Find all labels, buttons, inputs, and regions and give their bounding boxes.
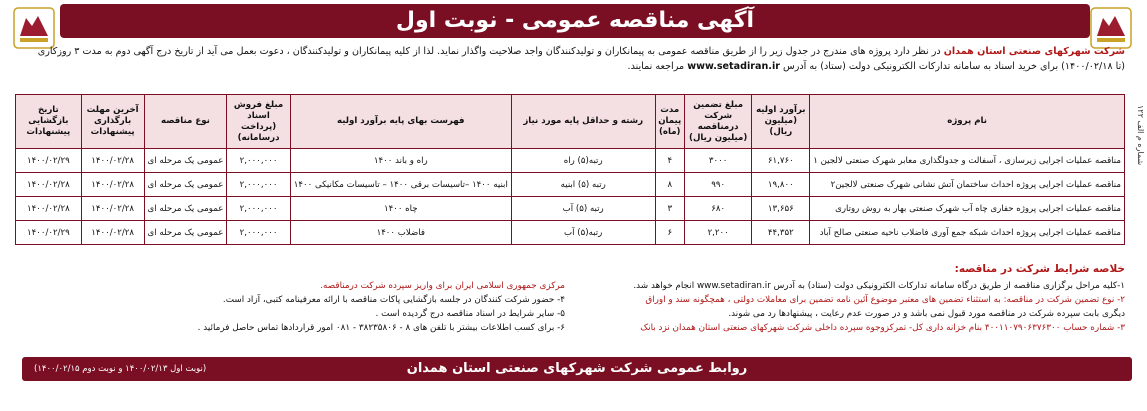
- table-cell: چاه ۱۴۰۰: [290, 197, 511, 221]
- table-cell: راه و باند ۱۴۰۰: [290, 149, 511, 173]
- table-cell: عمومی یک مرحله ای: [144, 197, 227, 221]
- col-header: تاریخ بازگشایی پیشنهادات: [16, 95, 82, 149]
- col-header: فهرست بهای پایه برآورد اولیه: [290, 95, 511, 149]
- table-cell: ۱۴۰۰/۰۲/۲۹: [16, 149, 82, 173]
- table-cell: عمومی یک مرحله ای: [144, 149, 227, 173]
- table-cell: ۱۴۰۰/۰۲/۲۸: [81, 173, 144, 197]
- col-header: مبلغ فروش اسناد (پرداخت درسامانه): [227, 95, 290, 149]
- table-cell: ۹۹۰: [684, 173, 751, 197]
- footer-banner: [22, 357, 1132, 381]
- table-cell: ۲,۰۰۰,۰۰۰: [227, 173, 290, 197]
- col-header: نام پروژه: [810, 95, 1125, 149]
- table-cell: ۲,۰۰۰,۰۰۰: [227, 149, 290, 173]
- table-row: [16, 173, 1125, 197]
- col-header: نوع مناقصه: [144, 95, 227, 149]
- table-header-row: [16, 95, 1125, 149]
- condition-item: ۴- حضور شرکت کنندگان در جلسه بازگشایی پاکات مناقصه با ارائه معرفینامه کتبی، آزاد است.: [222, 295, 565, 305]
- intro-body-2b: مراجعه نمایند.: [627, 61, 685, 72]
- table-cell: ۱۴۰۰/۰۲/۲۸: [81, 149, 144, 173]
- condition-item: ۵- سایر شرایط در اسناد مناقصه درج گردیده است .: [375, 309, 565, 319]
- table-cell: عمومی یک مرحله ای: [144, 173, 227, 197]
- conditions-row: [25, 321, 1125, 335]
- table-cell: ۶: [655, 221, 684, 245]
- col-header: آخرین مهلت بارگذاری پیشنهادات: [81, 95, 144, 149]
- intro-body-2a: (تا ۱۴۰۰/۰۲/۱۸) برای خرید اسناد به سامانه تدارکات الکترونیکی دولت (ستاد) به آدرس: [783, 61, 1125, 72]
- condition-item: ۳- شماره حساب ۴۰۰۱۱۰۷۹۰۶۳۷۶۳۰۰ بنام خزانه داری کل- تمرکزوجوه سپرده داخلی شرکت شهرکهای صنعتی استان همدان نزد بانک: [640, 323, 1125, 333]
- table-cell: ۴: [655, 149, 684, 173]
- table-cell: ۱۹,۸۰۰: [752, 173, 810, 197]
- table-cell: ۱۴۰۰/۰۲/۲۸: [16, 173, 82, 197]
- setad-link[interactable]: www.setadiran.ir: [687, 61, 780, 72]
- company-name: شرکت شهرکهای صنعتی استان همدان: [943, 46, 1125, 57]
- table-cell: فاضلاب ۱۴۰۰: [290, 221, 511, 245]
- table-cell: ۲,۰۰۰,۰۰۰: [227, 197, 290, 221]
- header-banner: [60, 4, 1090, 38]
- page-title: آگهی مناقصه عمومی - نوبت اول: [395, 8, 755, 33]
- table-cell: ۱۴۰۰/۰۲/۲۹: [16, 221, 82, 245]
- table-cell: ۳: [655, 197, 684, 221]
- conditions-row: [25, 307, 1125, 321]
- conditions-row: [25, 293, 1125, 307]
- table-row: [16, 197, 1125, 221]
- table-cell: ۱۳,۶۵۶: [752, 197, 810, 221]
- condition-item: ۶- برای کسب اطلاعات بیشتر با تلفن های ۸ - ۳۸۲۳۵۸۰۶ - ۰۸۱ امور قراردادها تماس حاصل فرمائید .: [197, 323, 565, 333]
- condition-item: دیگری بابت سپرده شرکت در مناقصه مورد قبول نمی باشد و در صورت عدم رعایت ، پیشنهادها رد می شوند.: [728, 309, 1125, 319]
- table-cell: ۲,۰۰۰,۰۰۰: [227, 221, 290, 245]
- table-row: [16, 221, 1125, 245]
- col-header: مبلغ تضمین شرکت درمناقصه (میلیون ریال): [684, 95, 751, 149]
- condition-item: ۱-کلیه مراحل برگزاری مناقصه از طریق درگاه سامانه تدارکات الکترونیکی دولت (ستاد) به آدرس www.setadiran.ir انجام خواهد شد.: [633, 281, 1125, 291]
- table-cell: ابنیه ۱۴۰۰ –تاسیسات برقی ۱۴۰۰ – تاسیسات مکانیکی ۱۴۰۰: [290, 173, 511, 197]
- table-cell: ۸: [655, 173, 684, 197]
- col-header: مدت پیمان (ماه): [655, 95, 684, 149]
- table-cell: رتبه (۵) آب: [511, 197, 655, 221]
- table-cell: ۳۰۰۰: [684, 149, 751, 173]
- table-cell: ۲,۲۰۰: [684, 221, 751, 245]
- table-cell: مناقصه عملیات اجرایی پروژه حفاری چاه آب شهرک صنعتی بهار به روش روتاری: [810, 197, 1125, 221]
- table-cell: رتبه(۵) راه: [511, 149, 655, 173]
- col-header: رشته و حداقل پایه مورد نیاز: [511, 95, 655, 149]
- footer-title: روابط عمومی شرکت شهرکهای صنعتی استان همدان: [406, 361, 748, 376]
- table-cell: ۱۴۰۰/۰۲/۲۸: [81, 221, 144, 245]
- table-cell: ۱۴۰۰/۰۲/۲۸: [81, 197, 144, 221]
- col-header: برآورد اولیه (میلیون ریال): [752, 95, 810, 149]
- table-cell: رتبه (۵) ابنیه: [511, 173, 655, 197]
- condition-item: ۲- نوع تضمین شرکت در مناقصه: به استثناء تضمین های معتبر موضوع آئین نامه تضمین برای معاملات دولتی ، همچگونه سند و اوراق: [645, 295, 1125, 305]
- intro-body-1: در نظر دارد پروژه های مندرج در جدول زیر را از طریق مناقصه عمومی به پیمانکاران و تولیدکنندگان واجد صلاحیت واگذار نماید. لذا از کلیه پیمانکاران و تولیدکنندگان ، دعوت بعمل می آید از تاریخ درج آگهی دوم به مدت ۳ روزکاری: [37, 46, 941, 57]
- table-cell: ۴۴,۳۵۲: [752, 221, 810, 245]
- conditions-title: خلاصه شرایط شرکت در مناقصه:: [954, 263, 1125, 275]
- intro-line-1: [15, 44, 1125, 59]
- table-cell: مناقصه عملیات اجرایی زیرسازی ، آسفالت و جدولگذاری معابر شهرک صنعتی لالجین ۱: [810, 149, 1125, 173]
- conditions-row: [25, 279, 1125, 293]
- table-row: [16, 149, 1125, 173]
- table-cell: ۶۱,۷۶۰: [752, 149, 810, 173]
- table-cell: ۶۸۰: [684, 197, 751, 221]
- table-cell: عمومی یک مرحله ای: [144, 221, 227, 245]
- condition-item: مرکزی جمهوری اسلامی ایران برای واریز سپرده شرکت درمناقصه.: [320, 281, 565, 291]
- intro-line-2: [15, 59, 1125, 74]
- table-cell: مناقصه عملیات اجرایی پروژه احداث ساختمان آتش نشانی شهرک صنعتی لالجین۲: [810, 173, 1125, 197]
- conditions-list: [25, 279, 1125, 335]
- table-cell: ۱۴۰۰/۰۲/۲۸: [16, 197, 82, 221]
- publish-dates: (نوبت اول ۱۴۰۰/۰۲/۱۳ و نوبت دوم ۱۴۰۰/۰۲/۱۵): [34, 364, 207, 374]
- notice-number: شماره م الف ۱۲۲: [1136, 104, 1145, 166]
- table-cell: رتبه(۵) آب: [511, 221, 655, 245]
- table-cell: مناقصه عملیات اجرایی پروژه احداث شبکه جمع آوری فاضلاب ناحیه صنعتی صالح آباد: [810, 221, 1125, 245]
- intro-text: [15, 44, 1125, 74]
- projects-table: [15, 94, 1125, 245]
